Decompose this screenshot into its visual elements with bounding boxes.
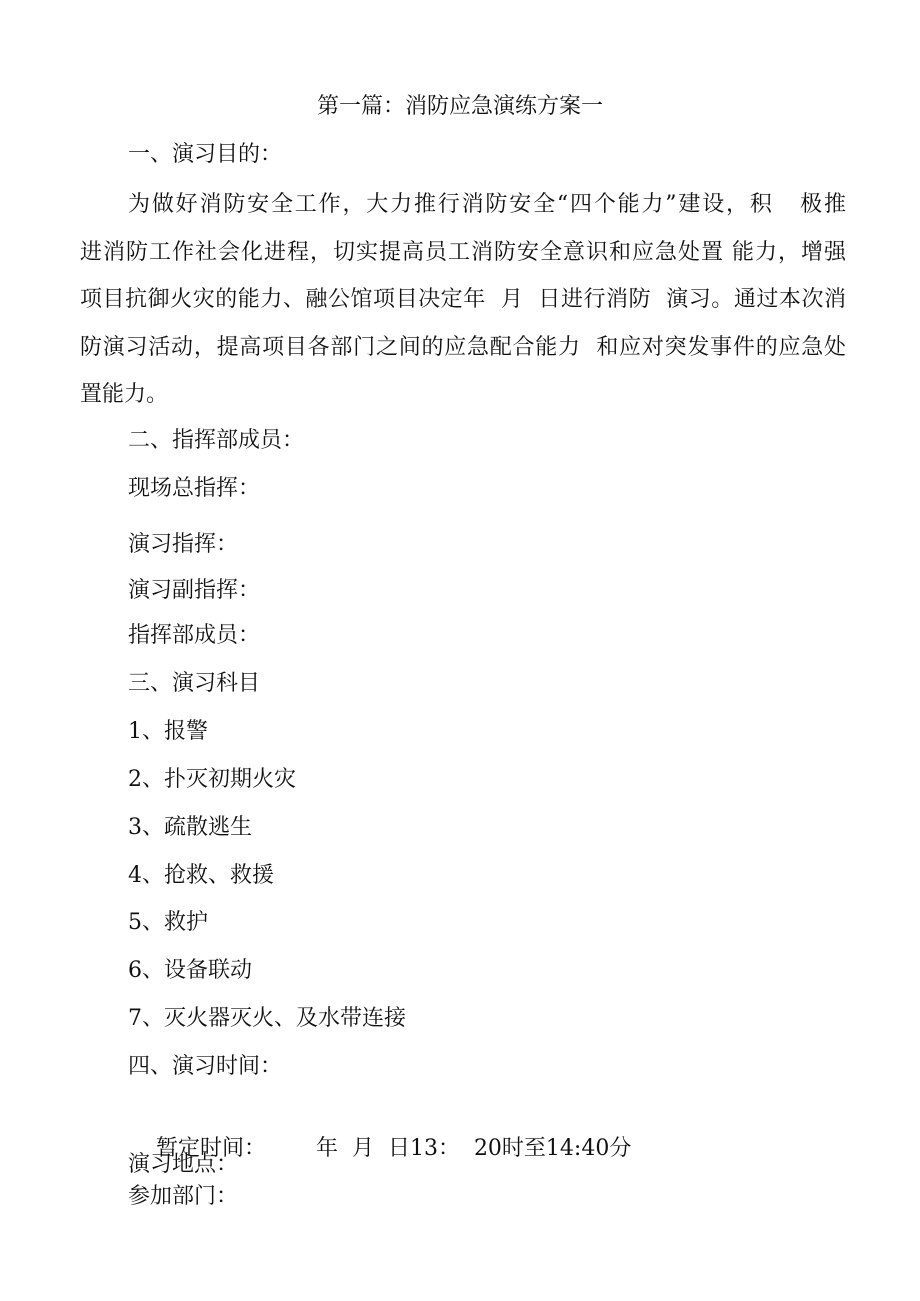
section1-paragraph [80,181,846,419]
location-label: 演习地点： [128,1152,239,1177]
paragraph-line: 为做好消防安全工作，大力推行消防安全“四个能力”建设，积 极推 [128,192,846,217]
drill-commander-label: 演习指挥： [128,532,239,557]
time-value: 年 月 日13： 20时至14:40分 [315,1136,632,1161]
drill-item: 2、扑灭初期火灾 [128,767,296,792]
drill-item: 1、报警 [128,719,208,744]
section4-heading: 四、演习时间： [128,1054,283,1079]
paragraph-line: 进消防工作社会化进程，切实提高员工消防安全意识和应急处置 能力，增强 [80,239,846,265]
paragraph-line: 置能力。 [80,382,169,408]
time-label: 暂定时间： [155,1136,266,1161]
commander-label: 现场总指挥： [128,476,261,501]
departments-label: 参加部门： [128,1184,239,1209]
drill-item: 5、救护 [128,910,208,935]
paragraph-line: 防演习活动，提高项目各部门之间的应急配合能力 和应对突发事件的应急处 [80,334,846,360]
drill-item: 7、灭火器灭火、及水带连接 [128,1006,406,1031]
deputy-commander-label: 演习副指挥： [128,578,261,603]
drill-item: 3、疏散逃生 [128,815,252,840]
paragraph-line: 项目抗御火灾的能力、融公馆项目决定年 月 日进行消防 演习。通过本次消 [80,287,846,313]
drill-item: 4、抢救、救援 [128,863,274,888]
section2-heading: 二、指挥部成员： [128,428,305,453]
hq-members-label: 指挥部成员： [128,623,261,648]
section3-heading: 三、演习科目 [128,671,261,696]
section1-heading: 一、演习目的： [128,142,283,167]
document-title: 第一篇：消防应急演练方案一 [316,94,603,119]
drill-item: 6、设备联动 [128,958,252,983]
